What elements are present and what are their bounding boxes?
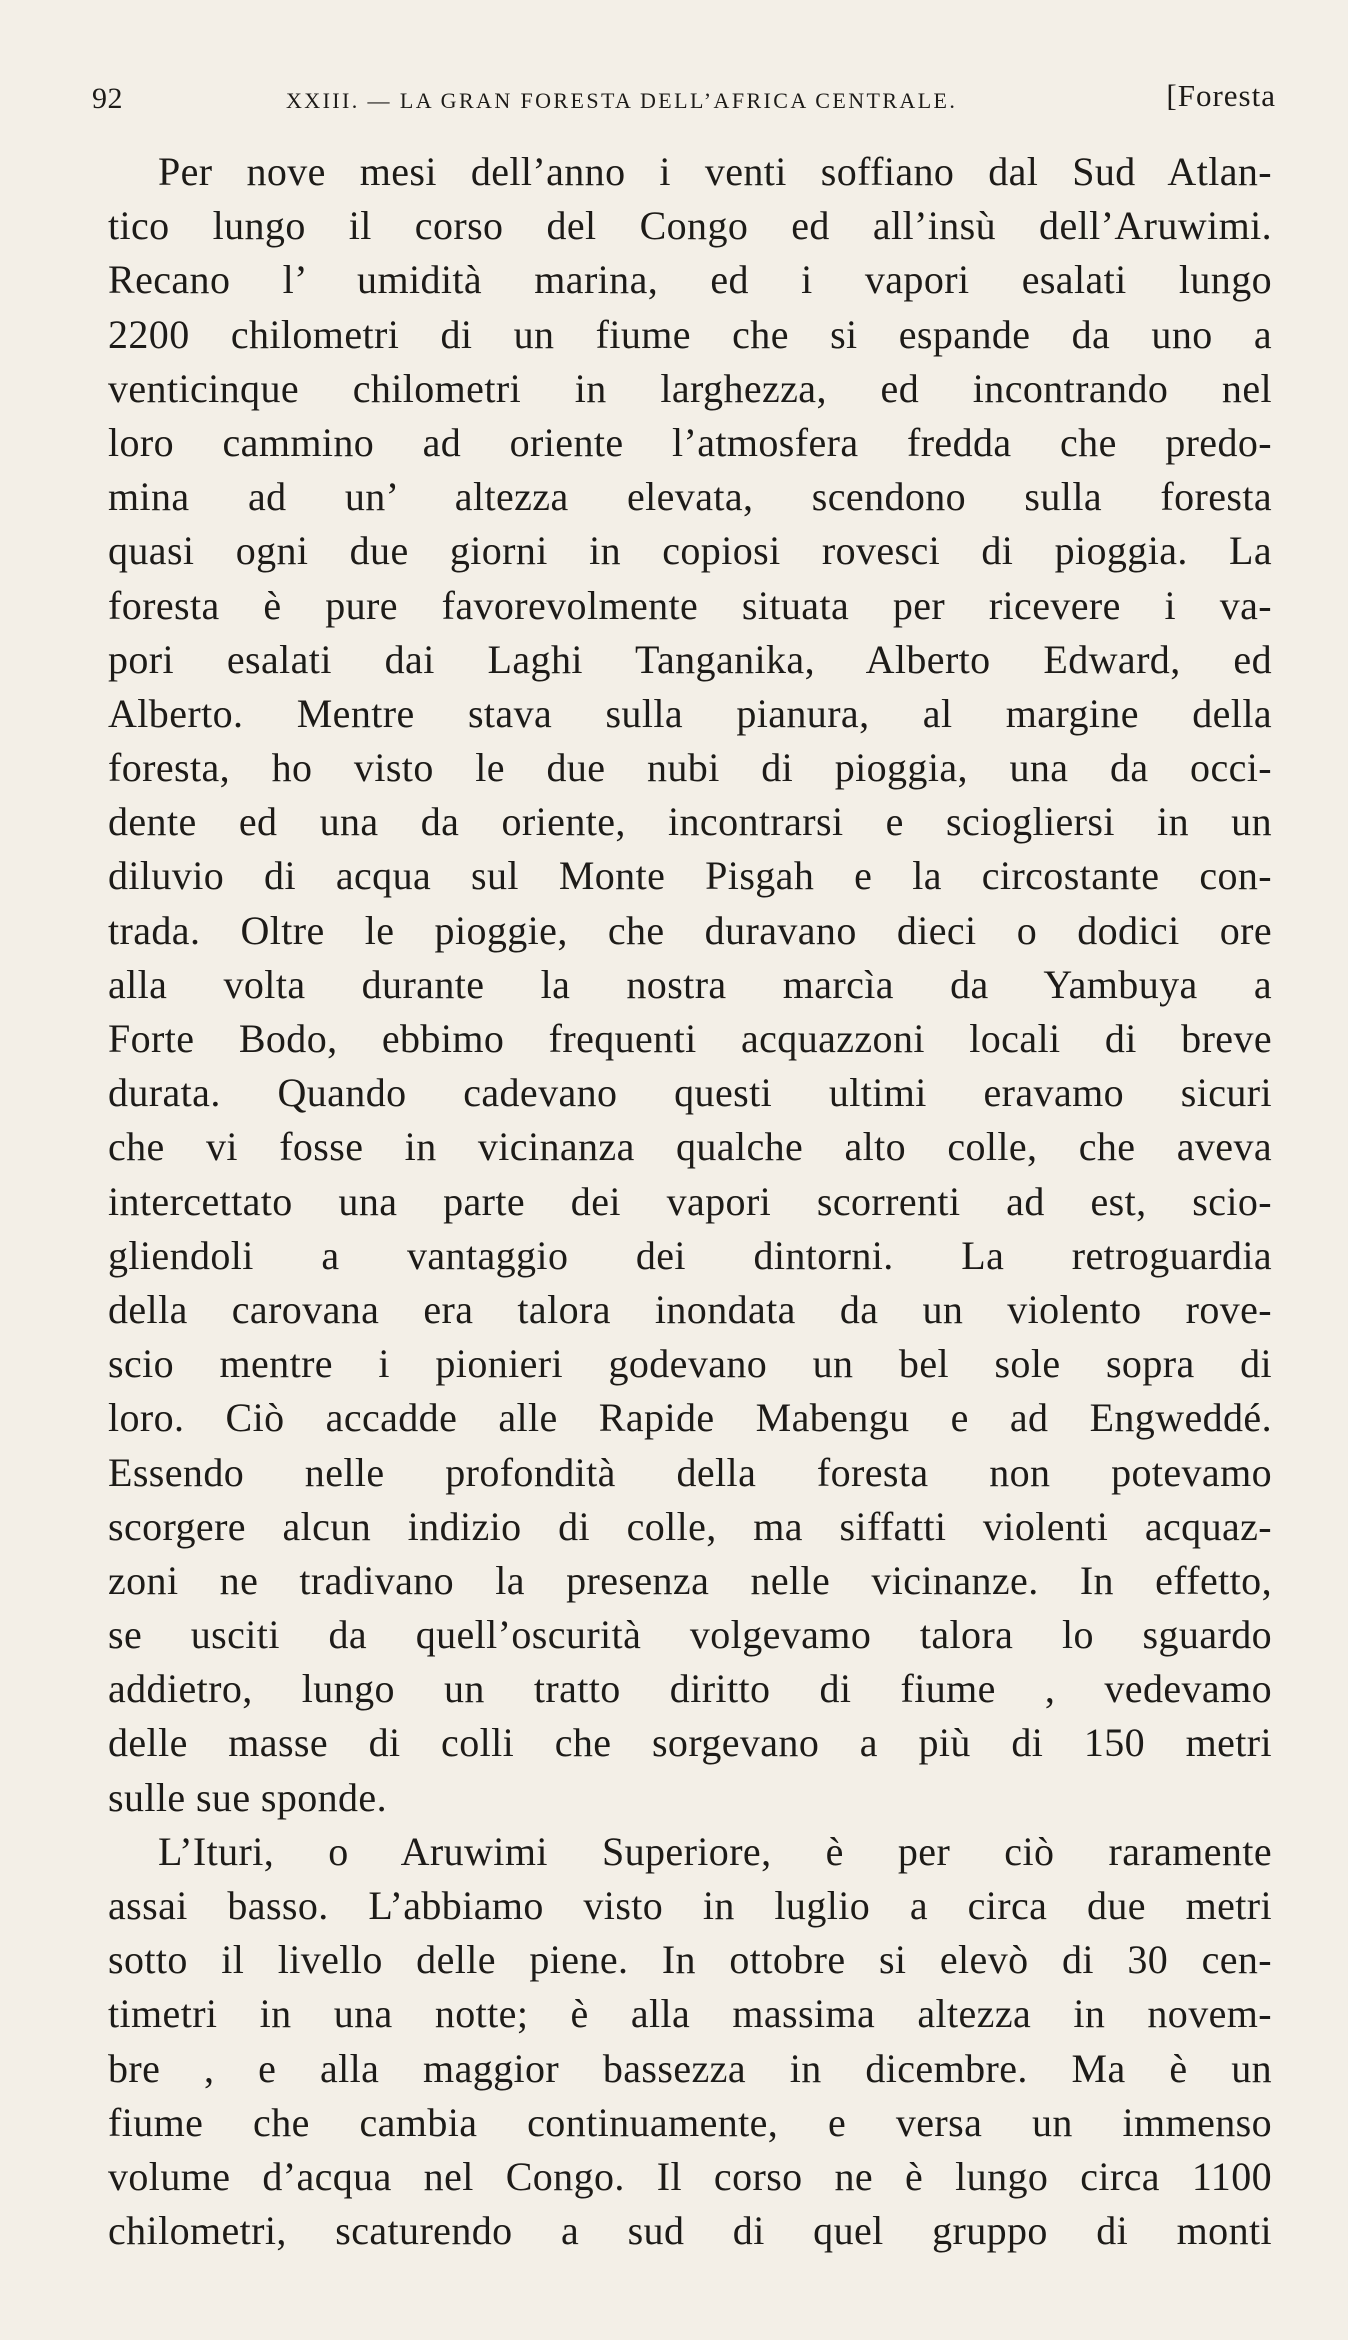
text-line: Per nove mesi dell’anno i venti soffiano dal Sud Atlan- (158, 149, 1272, 194)
text-line: durata. Quando cadevano questi ultimi eravamo sicuri (108, 1070, 1272, 1116)
text-line: della carovana era talora inondata da un violento rove- (108, 1286, 1272, 1332)
text-line: scorgere alcun indizio di colle, ma siffatti violenti acquaz- (108, 1503, 1272, 1549)
text-line: timetri in una notte; è alla massima altezza in novem- (108, 1991, 1272, 2037)
text-line: Essendo nelle profondità della foresta non potevamo (108, 1449, 1272, 1495)
text-line: venticinque chilometri in larghezza, ed incontrando nel (108, 365, 1272, 411)
text-line: delle masse di colli che sorgevano a più di 150 metri (108, 1720, 1272, 1766)
text-line: pori esalati dai Laghi Tanganika, Alberto Edward, ed (108, 636, 1272, 682)
running-title: XXIII. — LA GRAN FORESTA DELL’AFRICA CENTRALE. (286, 88, 958, 113)
page-header (92, 74, 1276, 126)
text-line: loro cammino ad oriente l’atmosfera fredda che predo- (108, 419, 1272, 465)
text-line: sulle sue sponde. (108, 1774, 387, 1820)
text-line: zoni ne tradivano la presenza nelle vicinanze. In effetto, (108, 1557, 1272, 1603)
text-line: intercettato una parte dei vapori scorrenti ad est, scio- (108, 1178, 1272, 1224)
text-line: fiume che cambia continuamente, e versa un immenso (108, 2099, 1272, 2145)
text-line: L’Ituri, o Aruwimi Superiore, è per ciò raramente (158, 1828, 1272, 1874)
text-line: scio mentre i pionieri godevano un bel sole sopra di (108, 1341, 1272, 1387)
text-line: 2200 chilometri di un fiume che si espande da uno a (108, 311, 1272, 357)
section-tag: [Foresta (1166, 78, 1276, 113)
text-line: Alberto. Mentre stava sulla pianura, al margine della (108, 690, 1272, 736)
text-line: diluvio di acqua sul Monte Pisgah e la circostante con- (108, 853, 1272, 899)
text-line: che vi fosse in vicinanza qualche alto colle, che aveva (108, 1124, 1272, 1170)
text-line: se usciti da quell’oscurità volgevamo talora lo sguardo (108, 1612, 1272, 1658)
text-line: trada. Oltre le pioggie, che duravano dieci o dodici ore (108, 907, 1272, 953)
text-line: loro. Ciò accadde alle Rapide Mabengu e ad Engweddé. (108, 1395, 1272, 1441)
text-line: dente ed una da oriente, incontrarsi e sciogliersi in un (108, 799, 1272, 845)
text-line: foresta è pure favorevolmente situata per ricevere i va- (108, 582, 1272, 628)
text-line: assai basso. L’abbiamo visto in luglio a circa due metri (108, 1883, 1272, 1928)
text-line: addietro, lungo un tratto diritto di fiume , vedevamo (108, 1666, 1272, 1712)
page-number: 92 (92, 82, 123, 115)
text-line: gliendoli a vantaggio dei dintorni. La retroguardia (108, 1232, 1272, 1278)
body-text (108, 145, 1272, 2258)
text-line: mina ad un’ altezza elevata, scendono sulla foresta (108, 474, 1272, 520)
text-line: bre , e alla maggior bassezza in dicembre. Ma è un (108, 2045, 1272, 2091)
text-line: sotto il livello delle piene. In ottobre si elevò di 30 cen- (108, 1937, 1272, 1983)
text-line: tico lungo il corso del Congo ed all’insù dell’Aruwimi. (108, 203, 1272, 249)
text-line: foresta, ho visto le due nubi di pioggia, una da occi- (108, 745, 1272, 791)
text-line: alla volta durante la nostra marcìa da Yambuya a (108, 961, 1272, 1007)
text-line: chilometri, scaturendo a sud di quel gruppo di monti (108, 2208, 1272, 2254)
text-line: quasi ogni due giorni in copiosi rovesci di pioggia. La (108, 528, 1272, 574)
text-line: volume d’acqua nel Congo. Il corso ne è lungo circa 1100 (108, 2153, 1272, 2199)
text-line: Recano l’ umidità marina, ed i vapori esalati lungo (108, 257, 1272, 303)
text-line: Forte Bodo, ebbimo frequenti acquazzoni locali di breve (108, 1016, 1272, 1061)
